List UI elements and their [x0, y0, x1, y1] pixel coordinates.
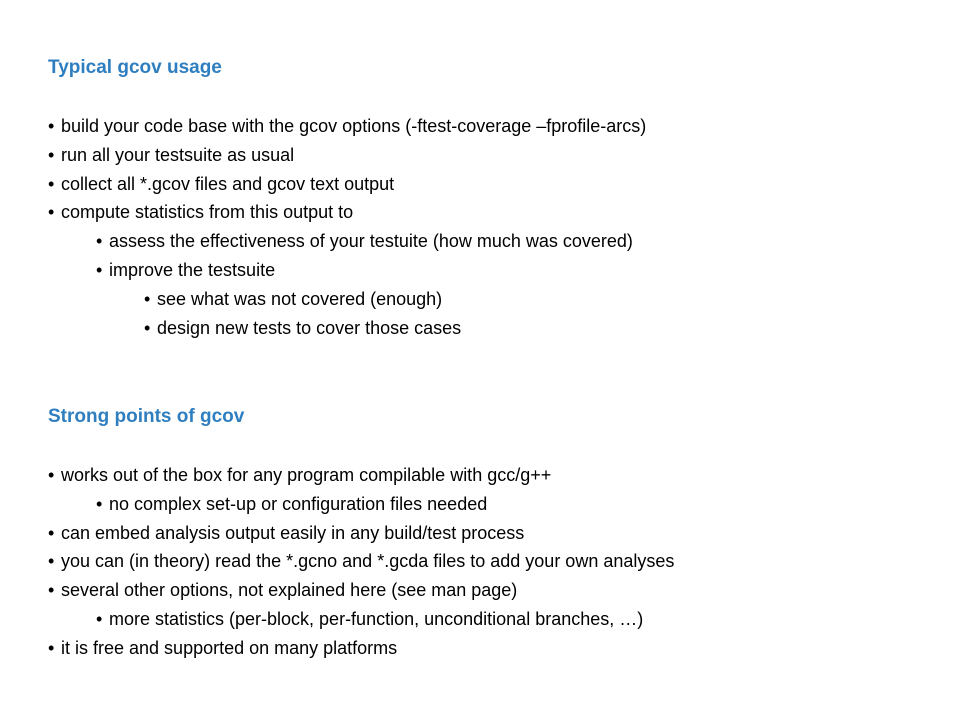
list-item-text: run all your testsuite as usual — [61, 144, 295, 165]
list-item-text: collect all *.gcov files and gcov text output — [61, 173, 395, 194]
list-item — [48, 490, 928, 519]
list-item — [48, 634, 928, 663]
list-item — [48, 198, 928, 227]
list-item — [48, 605, 928, 634]
list-item-text: design new tests to cover those cases — [157, 317, 462, 338]
list-item-text: assess the effectiveness of your testuite (how much was covered) — [109, 231, 633, 252]
bullet-icon: • — [96, 259, 103, 280]
bullet-icon: • — [48, 116, 55, 136]
list-item — [48, 170, 928, 199]
list-item-text: build your code base with the gcov options (-ftest-coverage –fprofile-arcs) — [61, 116, 647, 136]
list-item — [48, 285, 928, 314]
list-item — [48, 547, 928, 576]
list-item-text: can embed analysis output easily in any build/test process — [61, 522, 525, 543]
list-item-text: compute statistics from this output to — [61, 202, 354, 223]
bullet-icon: • — [48, 637, 55, 658]
bullet-icon: • — [48, 465, 55, 485]
list-item-text: see what was not covered (enough) — [157, 288, 443, 309]
list-item-text: you can (in theory) read the *.gcno and *.gcda files to add your own analyses — [61, 551, 675, 572]
bullet-icon: • — [96, 231, 103, 252]
bullet-icon: • — [48, 580, 55, 601]
bullet-icon: • — [144, 317, 151, 338]
list-item — [48, 519, 928, 548]
list-item — [48, 256, 928, 285]
bullet-icon: • — [48, 522, 55, 543]
list-item — [48, 314, 928, 343]
bullet-icon: • — [96, 608, 103, 629]
section-typical-usage — [48, 54, 928, 342]
list-item-text: no complex set-up or configuration files needed — [109, 493, 488, 514]
list-item — [48, 461, 928, 490]
list-item-text: more statistics (per-block, per-function, unconditional branches, …) — [109, 608, 644, 629]
list-item-text: improve the testsuite — [109, 259, 276, 280]
section-strong-points — [48, 403, 928, 663]
bullet-icon: • — [48, 173, 55, 194]
bullet-icon: • — [96, 493, 103, 514]
list-item — [48, 227, 928, 256]
bullet-icon: • — [48, 202, 55, 223]
list-item — [48, 141, 928, 170]
section-heading: Typical gcov usage — [48, 57, 222, 78]
list-item-text: several other options, not explained here (see man page) — [61, 580, 518, 601]
list-item — [48, 112, 928, 141]
section-heading: Strong points of gcov — [48, 406, 245, 427]
bullet-list — [48, 461, 928, 663]
bullet-icon: • — [48, 551, 55, 572]
list-item — [48, 576, 928, 605]
bullet-list — [48, 112, 928, 342]
bullet-icon: • — [48, 144, 55, 165]
list-item-text: it is free and supported on many platforms — [61, 637, 398, 658]
bullet-icon: • — [144, 288, 151, 309]
list-item-text: works out of the box for any program compilable with gcc/g++ — [61, 465, 552, 485]
